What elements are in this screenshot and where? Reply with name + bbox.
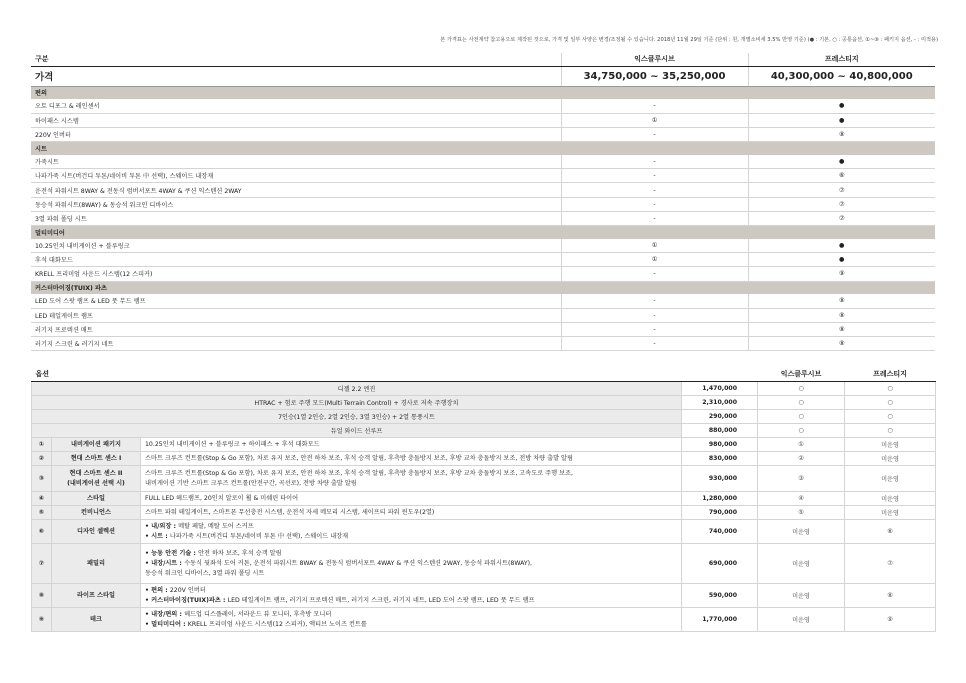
table-row [31,211,935,225]
availability-mark: 미운영 [845,438,936,452]
availability-mark: - [561,197,748,211]
description-category: • 편의 : [145,586,170,594]
package-price: 740,000 [682,520,758,544]
section-header [31,142,935,155]
availability-mark: ⑦ [748,211,935,225]
availability-mark: ● [748,239,935,253]
table-row [31,253,935,267]
availability-mark: 미운영 [758,520,845,544]
package-name-line: 현대 스마트 센스 II [69,469,123,477]
package-name-line: (내비게이션 선택 시) [67,479,125,487]
availability-mark: 미운영 [845,466,936,492]
availability-mark: 미운영 [758,544,845,584]
availability-mark: ④ [758,492,845,506]
availability-mark: 미운영 [758,608,845,632]
availability-mark: - [561,169,748,183]
description-line [145,440,677,450]
option-price: 2,310,000 [682,395,758,409]
feature-name: 후석 대화모드 [31,253,561,267]
table-row [31,155,935,169]
col-label: 구분 [31,53,561,66]
description-text: 스마트 파워 테일게이트, 스마트폰 무선충전 시스템, 운전석 자세 메모리 시스템, 세이프티 파워 윈도우(2열) [145,508,435,516]
package-number: ⑨ [32,608,52,632]
availability-mark: ⑨ [845,608,936,632]
trim-header-row [31,53,935,66]
feature-name: LED 테일게이트 램프 [31,308,561,322]
package-name-line: 디자인 셀렉션 [76,527,116,535]
feature-name: 3열 파워 폴딩 시트 [31,211,561,225]
package-row [32,520,936,544]
availability-mark: ⑦ [845,544,936,584]
availability-mark: ⑥ [748,169,935,183]
package-row [32,544,936,584]
option-name: 디젤 2.2 엔진 [32,381,682,395]
description-text: KRELL 프리미엄 사운드 시스템(12 스피커), 액티브 노이즈 컨트롤 [187,620,367,628]
availability-mark: ① [561,113,748,127]
package-name-line: 스타일 [87,494,105,502]
trim-price: 34,750,000 ~ 35,250,000 [561,66,748,86]
package-name [52,520,141,544]
package-number: ① [32,438,52,452]
description-text: 내비게이션 기반 스마트 크루즈 컨트롤(안전구간, 곡선로), 전방 차량 출발 알림 [145,479,357,487]
description-text: 수동식 뒷좌석 도어 커튼, 운전석 파워시트 8WAY & 전동식 럼버서포트 4WAY & 쿠션 익스텐션 2WAY, 동승석 파워시트(8WAY), [184,559,533,567]
availability-mark: - [561,337,748,351]
package-name [52,544,141,584]
feature-name: 러기지 프로텍션 매트 [31,322,561,336]
table-row [32,395,936,409]
availability-mark: ⑧ [748,127,935,141]
table-row [31,337,935,351]
package-price: 830,000 [682,452,758,466]
package-row [32,466,936,492]
table-row [31,267,935,281]
package-description [141,544,682,584]
table-row [32,409,936,423]
availability-mark: - [561,99,748,113]
description-line [145,454,677,464]
package-row [32,584,936,608]
description-line [145,620,677,630]
option-name: 7인승(1열 2인승, 2열 2인승, 3열 3인승) + 2열 통풍시트 [32,409,682,423]
feature-name: 운전석 파워시트 8WAY & 전동식 럼버서포트 4WAY & 쿠션 익스텐션 2WAY [31,183,561,197]
description-category: • 멀티미디어 : [145,620,188,628]
feature-name: 10.25인치 내비게이션 + 블루링크 [31,239,561,253]
availability-mark: - [561,127,748,141]
table-row [31,294,935,308]
description-text: 스마트 크루즈 컨트롤(Stop & Go 포함), 차로 유지 보조, 안전 하차 보조, 후석 승객 알림, 후측방 충돌방지 보조, 후방 교차 충돌방지 보조, 고속도로 주행 보조, [145,469,573,477]
price-row [31,66,935,86]
availability-mark: ● [748,253,935,267]
description-text: 스마트 크루즈 컨트롤(Stop & Go 포함), 차로 유지 보조, 안전 하차 보조, 후석 승객 알림, 후측방 충돌방지 보조, 후방 교차 충돌방지 보조, 전방 차량 출발 알림 [145,454,573,462]
table-row [31,183,935,197]
description-line [145,596,677,606]
availability-mark: ○ [845,409,936,423]
description-line [145,586,677,596]
feature-name: 220V 인버터 [31,127,561,141]
price-label: 가격 [31,66,561,86]
availability-mark: 미운영 [845,492,936,506]
trim-name: 프레스티지 [845,368,936,381]
availability-mark: ① [758,438,845,452]
availability-mark: ⑧ [748,294,935,308]
package-number: ⑧ [32,584,52,608]
trim-name: 프레스티지 [748,53,935,66]
section-title: 시트 [31,142,935,155]
package-name-line: 현대 스마트 센스 I [70,454,122,462]
option-name: 듀얼 와이드 선루프 [32,424,682,438]
trim-price: 40,300,000 ~ 40,800,000 [748,66,935,86]
description-line [145,469,677,479]
description-category: • 내장/편의 : [145,610,185,618]
feature-name: LED 도어 스팟 램프 & LED 풋 무드 램프 [31,294,561,308]
section-title: 멀티미디어 [31,226,935,239]
availability-mark: - [561,211,748,225]
package-description [141,584,682,608]
package-row [32,452,936,466]
package-number: ⑥ [32,520,52,544]
package-name [52,608,141,632]
availability-mark: ⑧ [748,337,935,351]
description-line [145,494,677,504]
package-price: 790,000 [682,506,758,520]
availability-mark: - [561,322,748,336]
availability-mark: ⑤ [758,506,845,520]
package-name-line: 라이프 스타일 [76,591,116,599]
package-name [52,438,141,452]
package-description [141,466,682,492]
package-row [32,438,936,452]
availability-mark: - [561,183,748,197]
availability-mark: ⑧ [845,584,936,608]
availability-mark: ① [561,239,748,253]
availability-mark: ⑥ [845,520,936,544]
option-table [31,368,936,632]
package-description [141,608,682,632]
availability-mark: ○ [845,395,936,409]
description-text: 나파가죽 시트(버건디 투톤/네이비 투톤 中 선택), 스웨이드 내장재 [169,532,349,540]
package-name [52,584,141,608]
package-row [32,492,936,506]
package-price: 1,770,000 [682,608,758,632]
availability-mark: ③ [758,466,845,492]
table-row [31,239,935,253]
package-number: ④ [32,492,52,506]
option-price: 880,000 [682,424,758,438]
section-header [31,281,935,294]
table-row [31,197,935,211]
package-description [141,438,682,452]
table-row [31,99,935,113]
feature-name: 러기지 스크린 & 러기지 네트 [31,337,561,351]
availability-mark: ⑧ [748,308,935,322]
package-name [52,506,141,520]
availability-mark: ⑦ [748,197,935,211]
availability-mark: 미운영 [845,506,936,520]
section-title: 편의 [31,86,935,99]
availability-mark: ① [561,253,748,267]
section-header [31,86,935,99]
availability-mark: ○ [845,381,936,395]
availability-mark: ○ [758,381,845,395]
description-line [145,532,677,542]
trim-table [31,53,935,351]
package-description [141,506,682,520]
availability-mark: - [561,308,748,322]
availability-mark: ● [748,155,935,169]
availability-mark: - [561,267,748,281]
availability-mark: 미운영 [758,584,845,608]
feature-name: 가죽시트 [31,155,561,169]
section-header [31,226,935,239]
feature-name: 하이패스 시스템 [31,113,561,127]
availability-mark: ○ [758,409,845,423]
package-name-line: 컨비니언스 [81,508,111,516]
availability-mark: ● [748,99,935,113]
package-description [141,492,682,506]
trim-name: 익스클루시브 [758,368,845,381]
availability-mark: ⑦ [748,183,935,197]
table-row [31,322,935,336]
option-price: 290,000 [682,409,758,423]
description-category: • 내장/시트 : [145,559,185,567]
package-number: ③ [32,466,52,492]
section-title: 커스터마이징(TUIX) 파츠 [31,281,935,294]
package-name-line: 테크 [90,615,102,623]
description-text: 동승석 워크인 디바이스, 3열 파워 폴딩 시트 [145,569,265,577]
description-text: 220V 인버터 [169,586,206,594]
feature-name: 동승석 파워시트(8WAY) & 동승석 워크인 디바이스 [31,197,561,211]
availability-mark: 미운영 [845,452,936,466]
package-name-line: 패밀리 [87,559,105,567]
availability-mark: ○ [845,424,936,438]
description-category: • 내/외장 : [145,522,179,530]
availability-mark: ○ [758,395,845,409]
package-price: 690,000 [682,544,758,584]
availability-mark: ② [758,452,845,466]
description-text: 헤드업 디스플레이, 서라운드 뷰 모니터, 후측방 모니터 [184,610,332,618]
description-line [145,522,677,532]
option-name: HTRAC + 험로 주행 모드(Multi Terrain Control) + 경사로 저속 주행장치 [32,395,682,409]
feature-name: KRELL 프리미엄 사운드 시스템(12 스피커) [31,267,561,281]
description-text: 메탈 페달, 메탈 도어 스커프 [178,522,254,530]
description-category: • 능동 안전 기술 : [145,549,199,557]
package-number: ⑦ [32,544,52,584]
description-text: FULL LED 헤드램프, 20인치 알로이 휠 & 미쉐린 타이어 [145,494,299,502]
package-price: 590,000 [682,584,758,608]
availability-mark: ⑧ [748,322,935,336]
availability-mark: ⑨ [748,267,935,281]
availability-mark: - [561,155,748,169]
table-row [31,113,935,127]
description-text: 10.25인치 내비게이션 + 블루링크 + 하이패스 + 후석 대화모드 [145,440,320,448]
availability-mark: ● [748,113,935,127]
table-row [32,424,936,438]
description-line [145,508,677,518]
package-number: ⑤ [32,506,52,520]
package-row [32,506,936,520]
package-row [32,608,936,632]
table-row [31,169,935,183]
package-name [52,452,141,466]
description-line [145,559,677,569]
option-price: 1,470,000 [682,381,758,395]
package-description [141,520,682,544]
description-line [145,479,677,489]
package-price: 1,280,000 [682,492,758,506]
package-price: 930,000 [682,466,758,492]
availability-mark: - [561,294,748,308]
table-row [31,127,935,141]
package-description [141,452,682,466]
package-name [52,466,141,492]
description-text: 안전 하차 보조, 후석 승객 알림 [198,549,282,557]
description-category: • 커스터마이징(TUIX)파츠 : [145,596,228,604]
description-line [145,549,677,559]
description-line [145,569,677,579]
description-category: • 시트 : [145,532,170,540]
package-name-line: 내비게이션 패키지 [71,440,121,448]
price-note: 본 가격표는 사전계약 참고용으로 제작된 것으로, 가격 및 일부 사양은 변경/조정될 수 있습니다. 2018년 11월 29일 기준 (단위 : 원, 개별소비세 3.5% 반영 기준) (● : 기본, ○ : 공통옵션, ①~⑨ : 패키지 옵션, - : 미적용) [440,37,938,43]
package-price: 980,000 [682,438,758,452]
trim-name: 익스클루시브 [561,53,748,66]
description-line [145,610,677,620]
table-row [31,308,935,322]
package-number: ② [32,452,52,466]
col-label: 옵션 [32,368,758,381]
availability-mark: ○ [758,424,845,438]
package-name [52,492,141,506]
table-row [32,381,936,395]
description-text: LED 테일게이트 램프, 러기지 프로텍션 매트, 러기지 스크린, 러기지 네트, LED 도어 스팟 램프, LED 풋 무드 램프 [227,596,535,604]
feature-name: 오토 디포그 & 레인센서 [31,99,561,113]
feature-name: 나파가죽 시트(버건디 투톤/네이비 투톤 中 선택), 스웨이드 내장재 [31,169,561,183]
option-header-row [32,368,936,381]
